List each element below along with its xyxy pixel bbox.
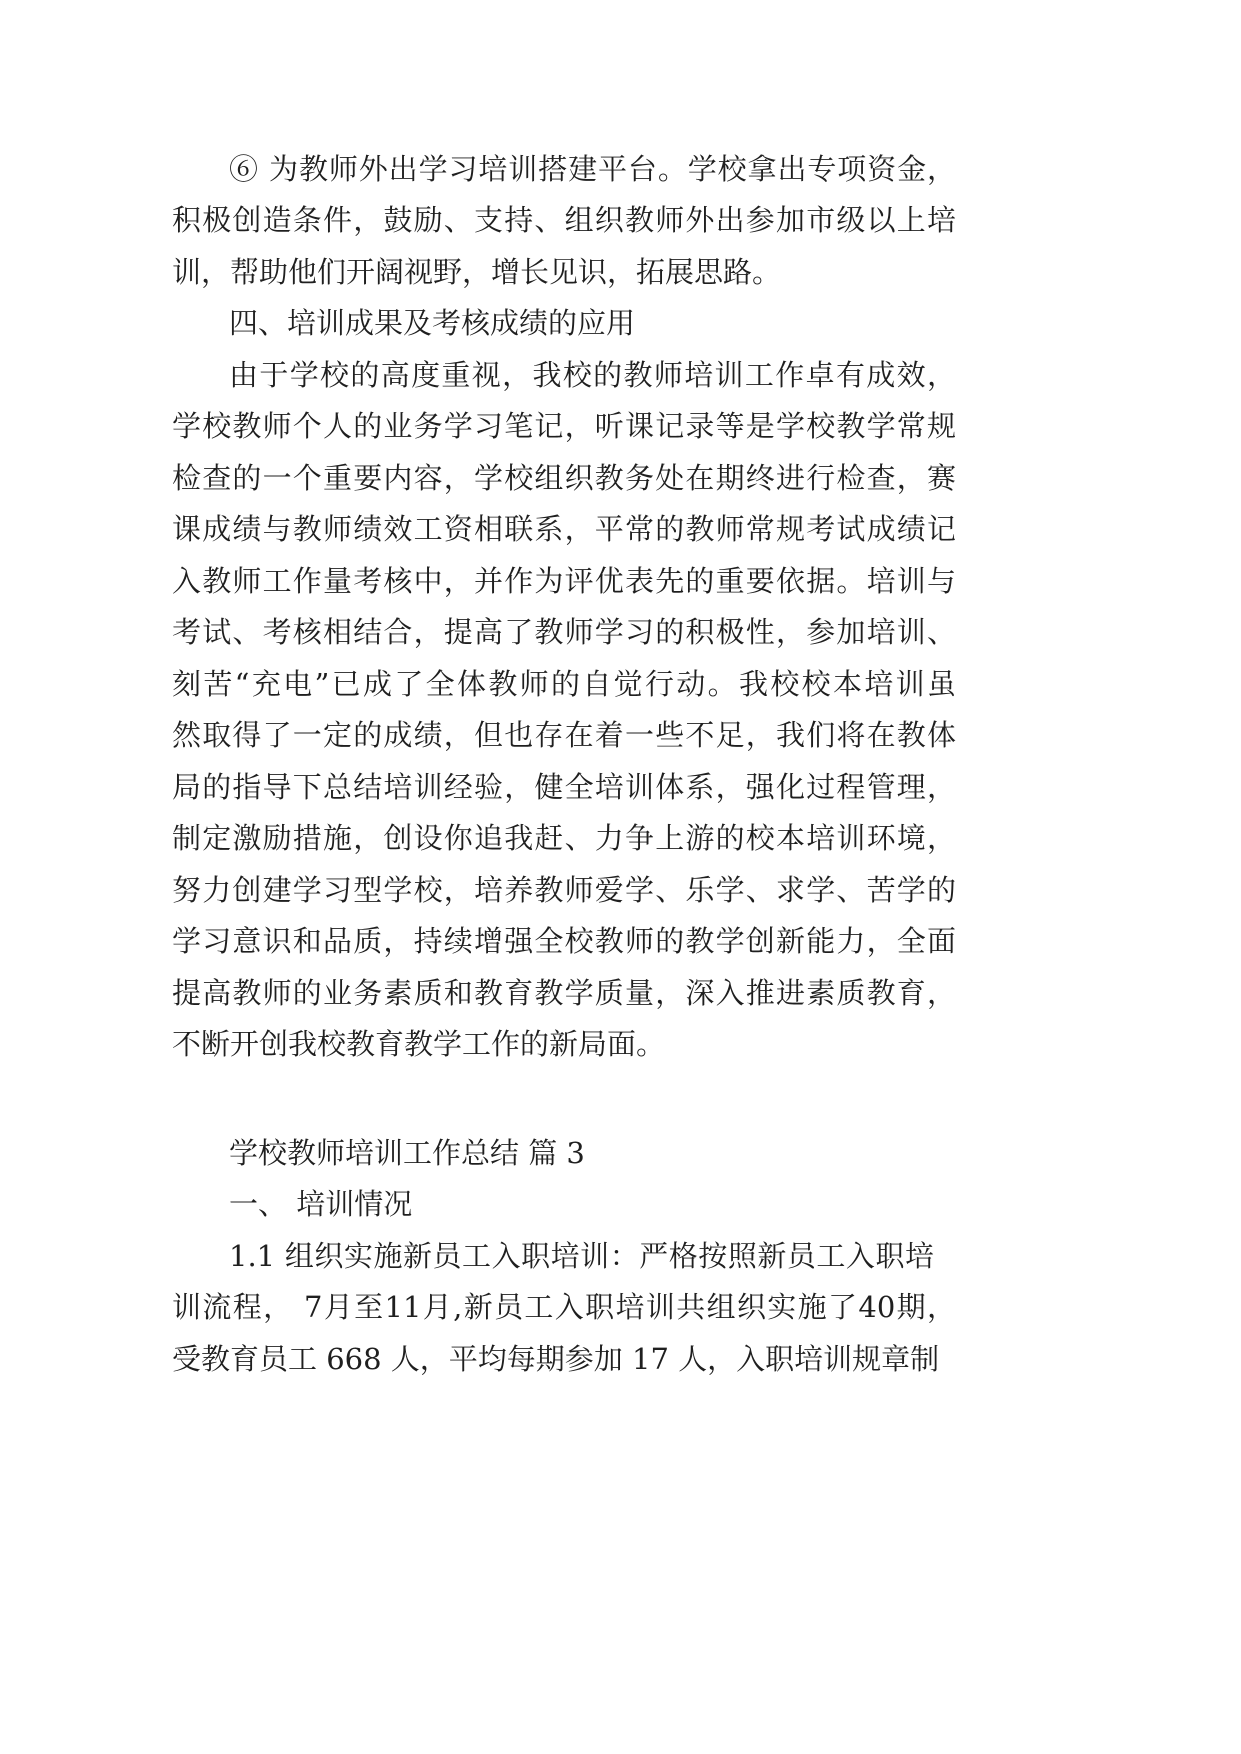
paragraph-line: 入教师工作量考核中，并作为评优表先的重要依据。培训与 [172, 564, 956, 598]
paragraph-line: 然取得了一定的成绩，但也存在着一些不足，我们将在教体 [172, 718, 956, 752]
paragraph-line: 刻苦“充电”已成了全体教师的自觉行动。我校校本培训虽 [172, 667, 956, 701]
paragraph-line: 训，帮助他们开阔视野，增长见识，拓展思路。 [172, 255, 782, 289]
paragraph-line: 不断开创我校教育教学工作的新局面。 [172, 1027, 666, 1061]
paragraph-line: 制定激励措施，创设你追我赶、力争上游的校本培训环境， [172, 821, 956, 855]
section-heading: 四、培训成果及考核成绩的应用 [229, 306, 636, 340]
paragraph-line: 努力创建学习型学校，培养教师爱学、乐学、求学、苦学的 [172, 873, 956, 907]
paragraph-line: ⑥ 为教师外出学习培训搭建平台。学校拿出专项资金， [229, 152, 956, 186]
section-heading: 一、 培训情况 [229, 1187, 413, 1221]
article-title: 学校教师培训工作总结 篇 3 [229, 1136, 585, 1170]
paragraph-line: 积极创造条件，鼓励、支持、组织教师外出参加市级以上培 [172, 203, 956, 237]
paragraph-line: 局的指导下总结培训经验，健全培训体系，强化过程管理， [172, 770, 956, 804]
paragraph-line: 提高教师的业务素质和教育教学质量，深入推进素质教育， [172, 976, 956, 1010]
paragraph-line: 1.1 组织实施新员工入职培训：严格按照新员工入职培 [229, 1239, 934, 1273]
paragraph-line: 受教育员工 668 人，平均每期参加 17 人，入职培训规章制 [172, 1342, 940, 1376]
paragraph-line: 由于学校的高度重视，我校的教师培训工作卓有成效， [229, 358, 956, 392]
paragraph-line: 训流程， 7月至11月,新员工入职培训共组织实施了40期， [172, 1290, 956, 1324]
paragraph-line: 课成绩与教师绩效工资相联系，平常的教师常规考试成绩记 [172, 512, 956, 546]
paragraph-line: 学校教师个人的业务学习笔记，听课记录等是学校教学常规 [172, 409, 956, 443]
paragraph-line: 学习意识和品质，持续增强全校教师的教学创新能力，全面 [172, 924, 956, 958]
paragraph-line: 考试、考核相结合，提高了教师学习的积极性，参加培训、 [172, 615, 956, 649]
paragraph-line: 检查的一个重要内容，学校组织教务处在期终进行检查，赛 [172, 461, 956, 495]
